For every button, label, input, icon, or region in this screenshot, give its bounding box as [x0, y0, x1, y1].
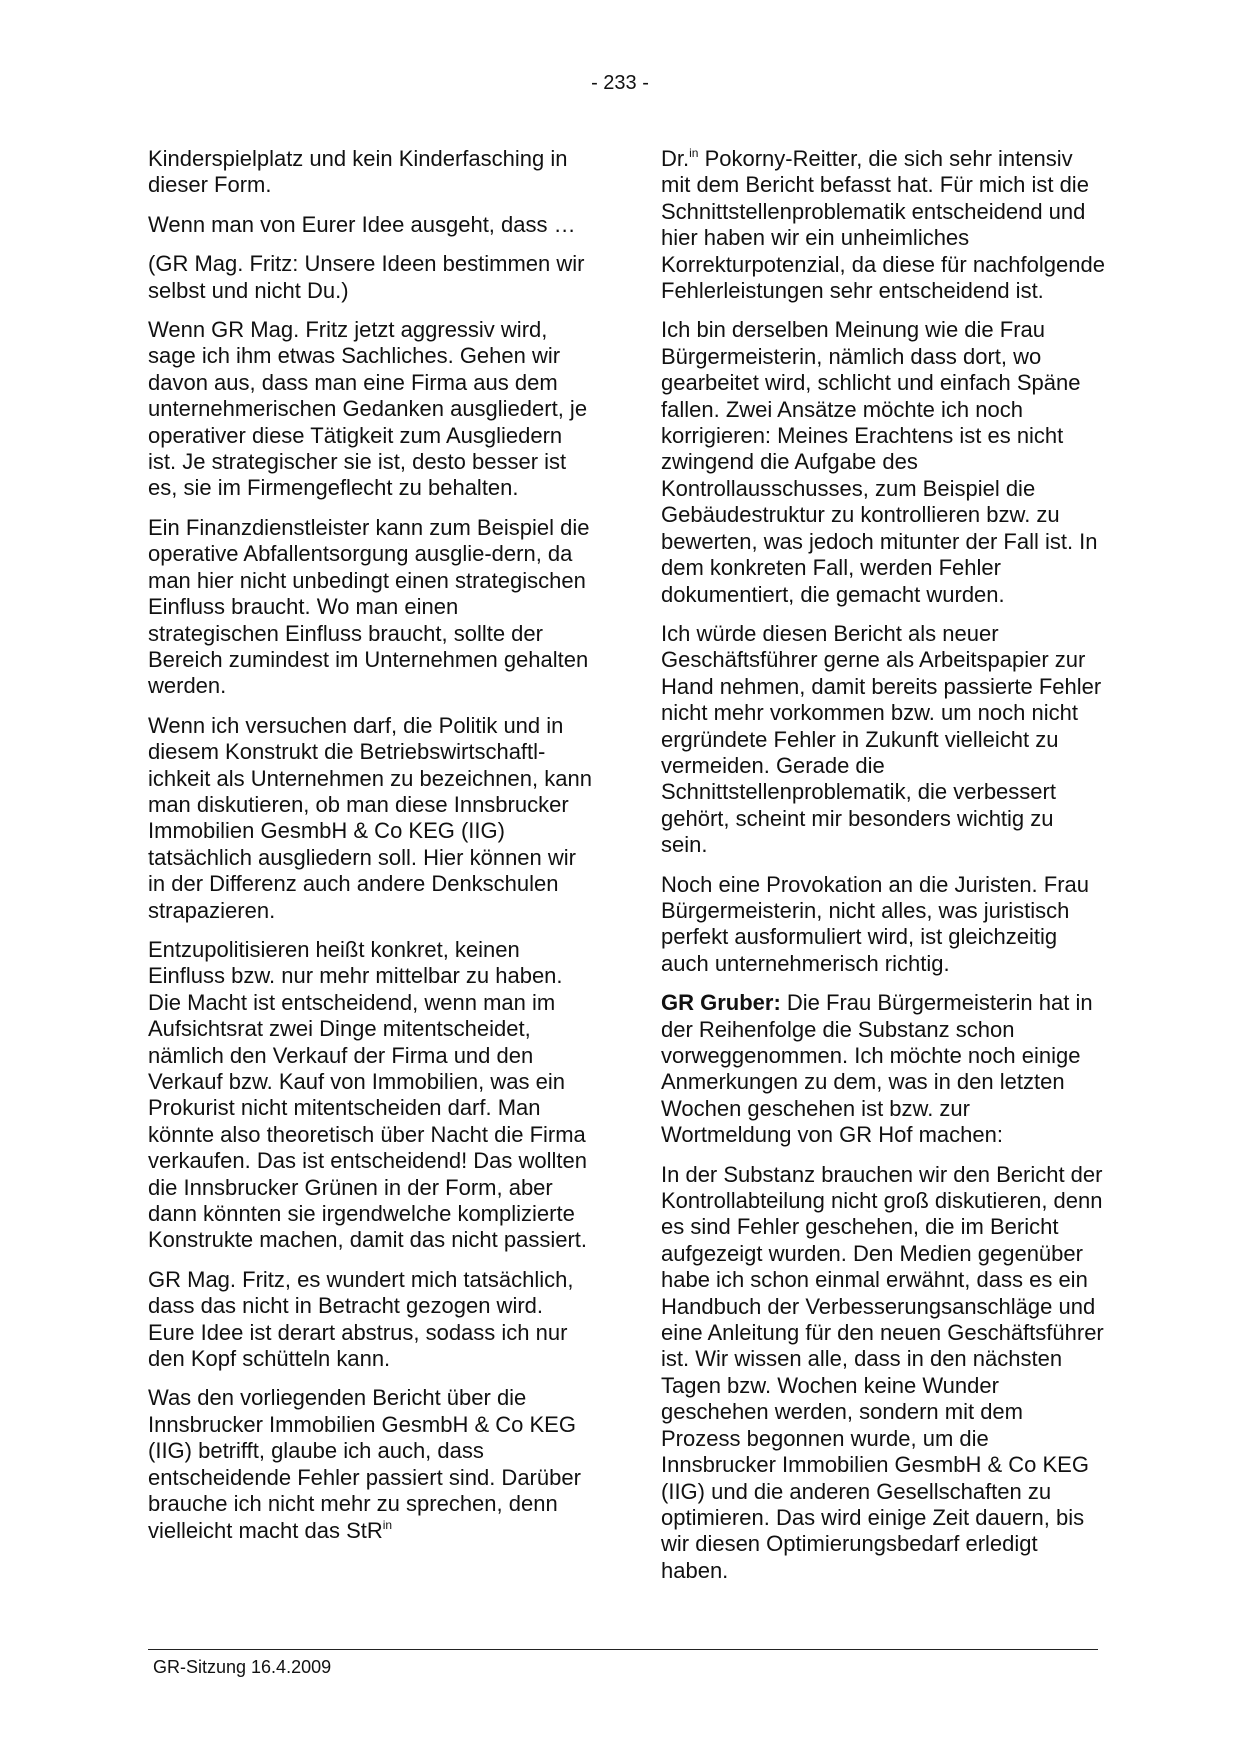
paragraph: Wenn ich versuchen darf, die Politik und in diesem Konstrukt die Betriebswirtschaftl-ichkeit als Unternehmen zu bezeichnen, kann man diskutieren, ob man diese Innsbrucker Immobilien GesmbH & Co KEG (IIG) tatsächlich ausgliedern soll. Hier können wir in der Differenz auch andere Denkschulen strapazieren.	[148, 712, 592, 923]
paragraph: Ein Finanzdienstleister kann zum Beispiel die operative Abfallentsorgung ausglie-dern, da man hier nicht unbedingt einen strategischen Einfluss braucht. Wo man einen strategischen Einfluss braucht, sollte der Bereich zumindest im Unternehmen gehalten werden.	[148, 514, 590, 699]
paragraph: Kinderspielplatz und kein Kinderfasching in dieser Form.	[148, 146, 568, 198]
speech-gruber	[661, 990, 1106, 1148]
speaker-name: GR Gruber:	[661, 990, 781, 1016]
interjection: (GR Mag. Fritz: Unsere Ideen bestimmen wir selbst und nicht Du.)	[148, 251, 585, 303]
paragraph: Noch eine Provokation an die Juristen. Frau Bürgermeisterin, nicht alles, was juristisch perfekt ausformuliert wird, ist gleichzeitig auch unternehmerisch richtig.	[661, 871, 1090, 976]
superscript: in	[382, 1517, 393, 1532]
paragraph-continuation	[661, 146, 1106, 304]
left-column	[148, 146, 593, 1557]
paragraph: Ich bin derselben Meinung wie die Frau Bürgermeisterin, nämlich dass dort, wo gearbeitet wird, schlicht und einfach Späne fallen. Zwei Ansätze möchte ich noch korrigieren: Meines Erachtens ist es nicht zwingend die Aufgabe des Kontrollausschusses, zum Beispiel die Gebäudestruktur zu kontrollieren bzw. zu bewerten, was jedoch mitunter der Fall ist. In dem konkreten Fall, werden Fehler dokumentiert, die gemacht wurden.	[661, 317, 1098, 607]
footer-session-date: GR-Sitzung 16.4.2009	[153, 1657, 332, 1677]
paragraph: GR Mag. Fritz, es wundert mich tatsächlich, dass das nicht in Betracht gezogen wird. Eure Idee ist derart abstrus, sodass ich nur den Kopf schütteln kann.	[148, 1266, 574, 1372]
paragraph-text: Was den vorliegenden Bericht über die Innsbrucker Immobilien GesmbH & Co KEG (IIG) betrifft, glaube ich auch, dass entscheidende Fehler passiert sind. Darüber brauche ich nicht mehr zu sprechen, denn vielleicht macht das StR	[148, 1385, 581, 1543]
paragraph: Wenn GR Mag. Fritz jetzt aggressiv wird, sage ich ihm etwas Sachliches. Gehen wir davon aus, dass man eine Firma aus dem unternehmerischen Gedanken ausgliedert, je operativer diese Tätigkeit zum Ausgliedern ist. Je strategischer sie ist, desto besser ist es, sie im Firmengeflecht zu behalten.	[148, 317, 588, 501]
right-column	[661, 146, 1106, 1597]
paragraph: Entzupolitisieren heißt konkret, keinen Einfluss bzw. nur mehr mittelbar zu haben. Die Macht ist entscheidend, wenn man im Aufsichtsrat zwei Dinge mitentscheidet, nämlich den Verkauf der Firma und den Verkauf bzw. Kauf von Immobilien, was ein Prokurist nicht mitentscheiden darf. Man könnte also theoretisch über Nacht die Firma verkaufen. Das ist entscheidend! Das wollten die Innsbrucker Grünen in der Form, aber dann könnten sie irgendwelche komplizierte Konstrukte machen, damit das nicht passiert.	[148, 936, 588, 1253]
speech-text: Die Frau Bürgermeisterin hat in der Reihenfolge die Substanz schon vorweggenommen. Ich möchte noch einige Anmerkungen zu dem, was in den letzten Wochen geschehen ist bzw. zur Wortmeldung von GR Hof machen:	[661, 990, 1093, 1148]
paragraph: Ich würde diesen Bericht als neuer Geschäftsführer gerne als Arbeitspapier zur Hand nehmen, damit bereits passierte Fehler nicht mehr vorkommen bzw. um noch nicht ergründete Fehler in Zukunft vielleicht zu vermeiden. Gerade die Schnittstellenproblematik, die verbessert gehört, scheint mir besonders wichtig zu sein.	[661, 620, 1102, 858]
paragraph: In der Substanz brauchen wir den Bericht der Kontrollabteilung nicht groß diskutieren, denn es sind Fehler geschehen, die im Bericht aufgezeigt wurden. Den Medien gegenüber habe ich schon einmal erwähnt, dass es ein Handbuch der Verbesserungsanschläge und eine Anleitung für den neuen Geschäftsführer ist. Wir wissen alle, dass in den nächsten Tagen bzw. Wochen keine Wunder geschehen werden, sondern mit dem Prozess begonnen wurde, um die Innsbrucker Immobilien GesmbH & Co KEG (IIG) und die anderen Gesellschaften zu optimieren. Das wird einige Zeit dauern, bis wir diesen Optimierungsbedarf erledigt haben.	[661, 1161, 1104, 1583]
footer-divider	[148, 1649, 1098, 1650]
title-prefix: Dr.	[661, 146, 690, 171]
superscript: in	[689, 146, 699, 160]
paragraph-text: Pokorny-Reitter, die sich sehr intensiv mit dem Bericht befasst hat. Für mich ist die Schnittstellenproblematik entscheidend und hier haben wir ein unheimliches Korrekturpotenzial, da diese für nachfolgende Fehlerleistungen sehr entscheidend ist.	[661, 146, 1105, 304]
page-number: - 233 -	[591, 72, 649, 94]
paragraph-continued	[148, 1385, 593, 1543]
paragraph: Wenn man von Eurer Idee ausgeht, dass …	[148, 211, 576, 237]
